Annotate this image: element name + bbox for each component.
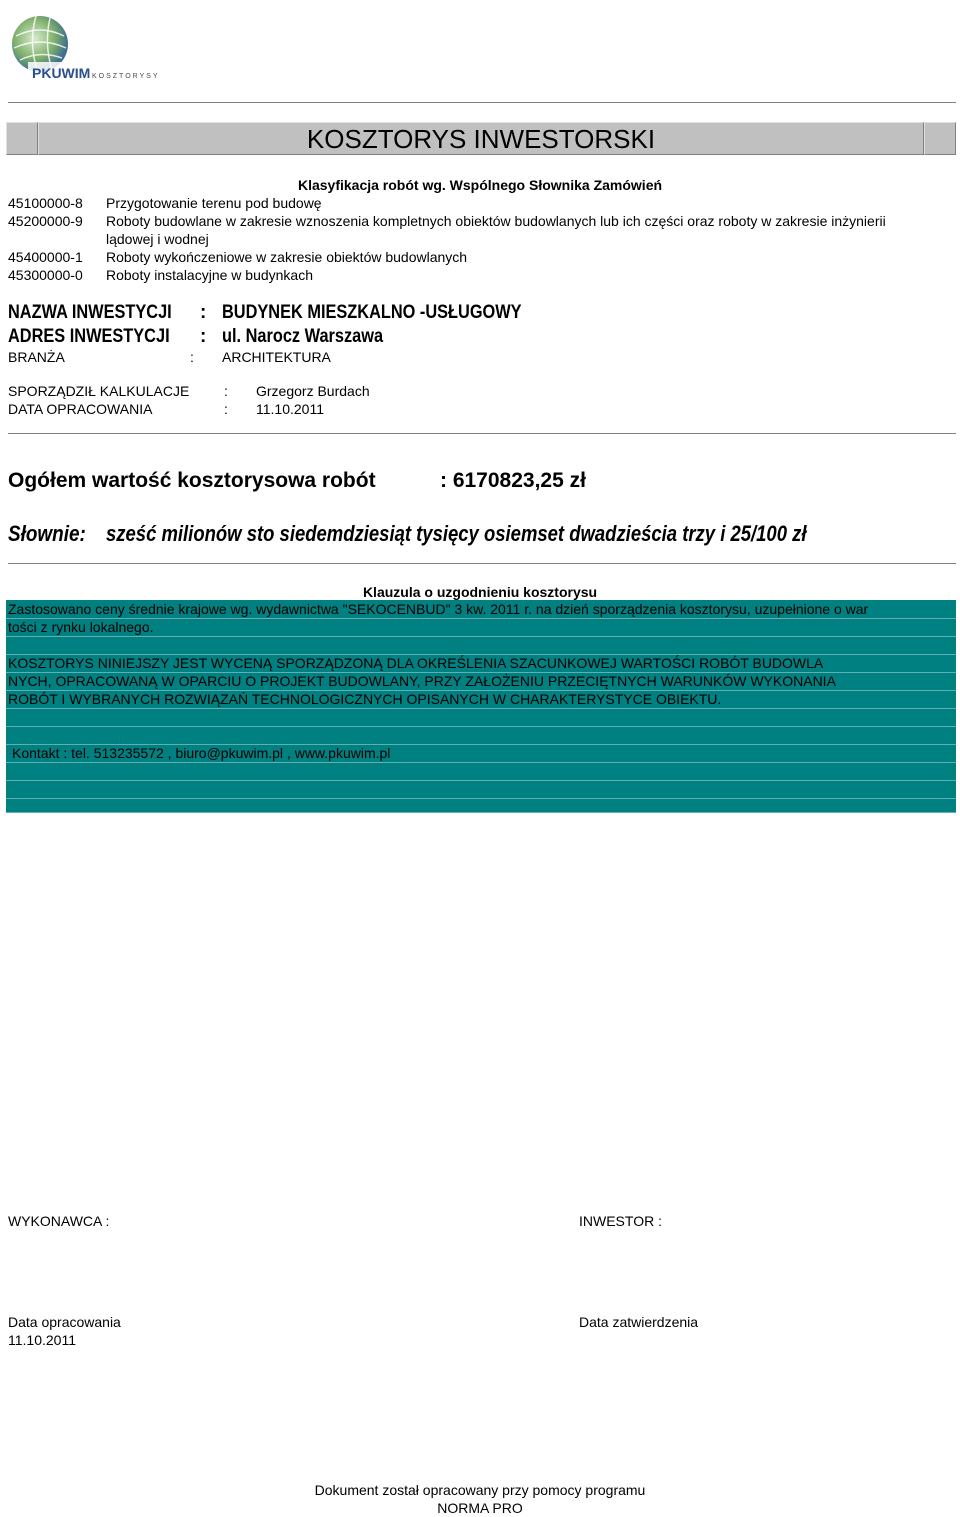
investment-name-label: NAZWA INWESTYCJI <box>8 302 172 323</box>
company-logo <box>6 6 166 92</box>
cpv-code: 45100000-8 <box>8 195 83 211</box>
preparation-date-label: Data opracowania <box>8 1314 121 1330</box>
cpv-desc: Roboty budowlane w zakresie wznoszenia kompletnych obiektów budowlanych lub ich części oraz roboty w zakresie inżynierii <box>106 213 886 229</box>
branch-value: ARCHITEKTURA <box>222 349 331 365</box>
total-value: : 6170823,25 zł <box>440 469 586 492</box>
branch-colon: : <box>190 349 194 365</box>
clause-block <box>6 600 956 813</box>
prepared-by-colon: : <box>224 383 228 399</box>
clause-note: ROBÓT I WYBRANYCH ROZWIĄZAŃ TECHNOLOGICZNYCH OPISANYCH W CHARAKTERYSTYCE OBIEKTU. <box>8 691 722 707</box>
svg-text:PKUWIM: PKUWIM <box>32 65 91 81</box>
investment-address-colon: : <box>200 326 207 347</box>
prepared-by-value: Grzegorz Burdach <box>256 383 370 399</box>
total-label: Ogółem wartość kosztorysowa robót <box>8 469 376 492</box>
investment-address-label: ADRES INWESTYCJI <box>8 326 170 347</box>
cpv-code: 45300000-0 <box>8 267 83 283</box>
clause-header: Klauzula o uzgodnieniu kosztorysu <box>362 584 598 600</box>
clause-line: tości z rynku lokalnego. <box>8 619 154 635</box>
cpv-desc: Roboty wykończeniowe w zakresie obiektów budowlanych <box>106 249 468 265</box>
cpv-desc: Roboty instalacyjne w budynkach <box>106 267 314 283</box>
footer-text: Dokument został opracowany przy pomocy programu <box>314 1482 646 1498</box>
investment-address-value: ul. Narocz Warszawa <box>222 326 384 347</box>
svg-text:KOSZTORYSY: KOSZTORYSY <box>92 73 160 80</box>
clause-line: Zastosowano ceny średnie krajowe wg. wydawnictwa "SEKOCENBUD" 3 kw. 2011 r. na dzień sporządzenia kosztorysu, uzupełnione o war <box>8 601 869 617</box>
globe-logo-icon <box>6 6 166 92</box>
title-bar <box>6 122 956 155</box>
contractor-label: WYKONAWCA : <box>8 1213 110 1229</box>
page-title: KOSZTORYS INWESTORSKI <box>306 124 656 154</box>
approval-date-label: Data zatwierdzenia <box>579 1314 699 1330</box>
classification-header: Klasyfikacja robót wg. Wspólnego Słownika Zamówień <box>297 177 663 193</box>
investment-name-value: BUDYNEK MIESZKALNO -USŁUGOWY <box>222 302 522 323</box>
preparation-date-value: 11.10.2011 <box>8 1332 76 1348</box>
prepared-date-colon: : <box>224 401 228 417</box>
cpv-code: 45200000-9 <box>8 213 83 229</box>
cpv-code: 45400000-1 <box>8 249 83 265</box>
total-divider <box>8 563 956 564</box>
cpv-desc-continuation: lądowej i wodnej <box>106 231 209 247</box>
investment-name-colon: : <box>200 302 207 323</box>
cpv-desc: Przygotowanie terenu pod budowę <box>106 195 322 211</box>
clause-note: KOSZTORYS NINIEJSZY JEST WYCENĄ SPORZĄDZONĄ DLA OKREŚLENIA SZACUNKOWEJ WARTOŚCI ROBÓT BUDOWLA <box>8 655 824 671</box>
info-divider <box>8 433 956 434</box>
contact-info: Kontakt : tel. 513235572 , biuro@pkuwim.pl , www.pkuwim.pl <box>12 745 391 761</box>
footer-program: NORMA PRO <box>437 1500 523 1516</box>
amount-in-words-value: sześć milionów sto siedemdziesiąt tysięcy osiemset dwadzieścia trzy i 25/100 zł <box>106 521 807 546</box>
header-divider <box>8 102 956 103</box>
prepared-date-label: DATA OPRACOWANIA <box>8 401 153 417</box>
clause-note: NYCH, OPRACOWANĄ W OPARCIU O PROJEKT BUDOWLANY, PRZY ZAŁOŻENIU PRZECIĘTNYCH WARUNKÓW WYKONANIA <box>8 673 836 689</box>
prepared-date-value: 11.10.2011 <box>256 401 324 417</box>
investor-label: INWESTOR : <box>579 1213 662 1229</box>
amount-in-words-label: Słownie: <box>8 521 86 546</box>
branch-label: BRANŻA <box>8 349 65 365</box>
prepared-by-label: SPORZĄDZIŁ KALKULACJE <box>8 383 190 399</box>
